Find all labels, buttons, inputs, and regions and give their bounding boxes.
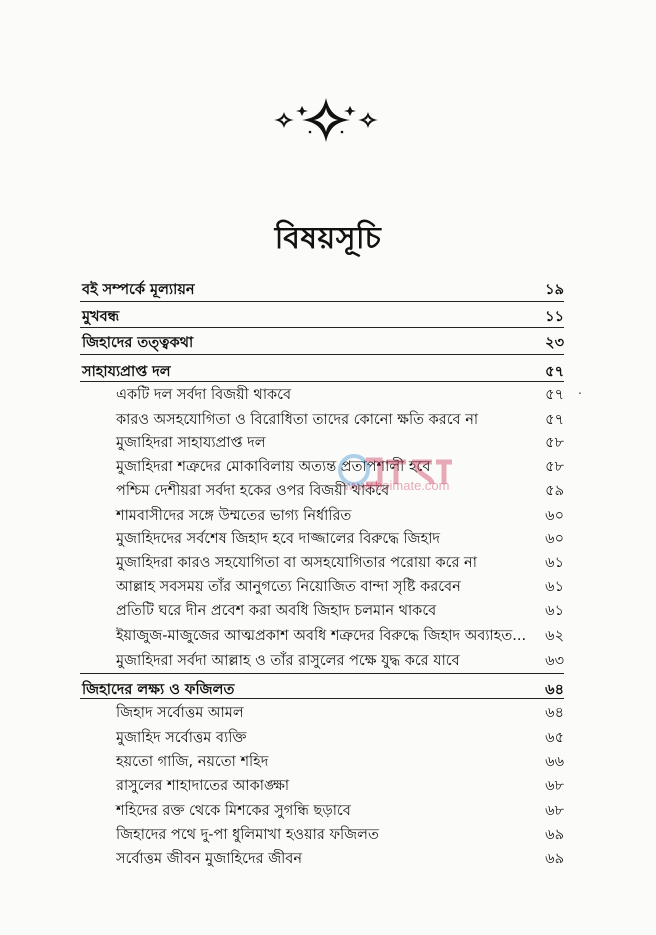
toc-page-number: ১৯ (545, 282, 564, 298)
toc-entry-label: একটি দল সর্বদা বিজয়ী থাকবে (116, 387, 292, 403)
toc-chapter-row (0, 331, 656, 355)
divider-rule (80, 698, 564, 699)
toc-entry-label: মুজাহিদরা সাহায্যপ্রাপ্ত দল (116, 435, 266, 451)
toc-entry-label: সাহায্যপ্রাপ্ত দল (82, 364, 171, 380)
toc-entry-label: মুজাহিদদের সর্বশেষ জিহাদ হবে দাজ্জালের বিরুদ্ধে জিহাদ (116, 531, 441, 547)
divider-rule (80, 673, 564, 674)
toc-section-row (0, 599, 656, 623)
toc-section-row (0, 383, 656, 407)
toc-page-number: ৬১ (545, 579, 564, 595)
toc-entry-label: মুজাহিদরা শত্রুদের মোকাবিলায় অত্যন্ত প্রতাপশালী হবে (116, 459, 431, 475)
toc-entry-label: মুজাহিদ সর্বোত্তম ব্যক্তি (116, 730, 247, 746)
toc-section-row (0, 479, 656, 503)
toc-entry-label: মুখবন্ধ (82, 309, 120, 325)
toc-section-row (0, 527, 656, 551)
toc-page-number: ৫৯ (545, 483, 564, 499)
toc-section-row (0, 504, 656, 528)
toc-page-number: ৬৯ (545, 827, 564, 843)
toc-page-number: ২৩ (545, 335, 564, 351)
toc-section-row (0, 774, 656, 798)
toc-entry-label: জিহাদের তত্ত্বকথা (82, 335, 194, 351)
toc-chapter-row (0, 305, 656, 329)
toc-section-row (0, 624, 656, 648)
toc-page-number: ৫৭ (545, 387, 564, 403)
toc-section-row (0, 431, 656, 455)
toc-entry-label: কারও অসহযোগিতা ও বিরোধিতা তাদের কোনো ক্ষতি করবে না (116, 412, 479, 428)
toc-page-number: ৬৫ (545, 730, 564, 746)
toc-page-number: ৬১ (545, 555, 564, 571)
toc-page-number: ৫৭ (545, 364, 564, 380)
toc-page-number: ৬৯ (545, 851, 564, 867)
toc-entry-label: জিহাদের পথে দু-পা ধুলিমাখা হওয়ার ফজিলত (116, 827, 379, 843)
toc-entry-label: আল্লাহ সবসময় তাঁর আনুগত্যে নিয়োজিত বান্দা সৃষ্টি করবেন (116, 579, 461, 595)
ornament-icon (266, 92, 386, 148)
divider-rule (80, 301, 564, 302)
toc-section-row (0, 649, 656, 673)
toc-page-number: ১১ (545, 309, 564, 325)
toc-page-number: ৬৮ (545, 778, 564, 794)
stray-mark: . (578, 383, 582, 397)
toc-page-number: ৬১ (545, 603, 564, 619)
toc-section-row (0, 750, 656, 774)
toc-entry-label: রাসুলের শাহাদাতের আকাঙ্ক্ষা (116, 778, 290, 794)
toc-entry-label: জিহাদের লক্ষ্য ও ফজিলত (82, 682, 235, 698)
toc-section-row (0, 408, 656, 432)
toc-section-row (0, 847, 656, 871)
toc-entry-label: ইয়াজুজ-মাজুজের আত্মপ্রকাশ অবধি শত্রুদের বিরুদ্ধে জিহাদ অব্যাহত... (116, 628, 527, 644)
toc-page-number: ৫৮ (545, 435, 564, 451)
toc-entry-label: হয়তো গাজি, নয়তো শহিদ (116, 754, 269, 770)
toc-page-number: ৬০ (545, 508, 564, 524)
toc-entry-label: পশ্চিম দেশীয়রা সর্বদা হকের ওপর বিজয়ী থাকবে (116, 483, 390, 499)
toc-entry-label: প্রতিটি ঘরে দীন প্রবেশ করা অবধি জিহাদ চলমান থাকবে (116, 603, 437, 619)
toc-page-number: ৬৬ (545, 754, 564, 770)
toc-page-number: ৬০ (545, 531, 564, 547)
toc-entry-label: মুজাহিদরা কারও সহযোগিতা বা অসহযোগিতার পরোয়া করে না (116, 555, 477, 571)
divider-rule (80, 327, 564, 328)
toc-section-row (0, 575, 656, 599)
divider-rule (80, 354, 564, 355)
toc-page-number: ৬৪ (545, 705, 564, 721)
toc-section-row (0, 551, 656, 575)
toc-section-row (0, 799, 656, 823)
toc-section-row (0, 726, 656, 750)
toc-entry-label: শামবাসীদের সঙ্গে উম্মতের ভাগ্য নির্ধারিত (116, 508, 352, 524)
watermark-url: www.boimate.com (344, 478, 450, 493)
toc-page-number: ৬৮ (545, 803, 564, 819)
toc-page-number: ৬২ (545, 628, 564, 644)
toc-entry-label: শহিদের রক্ত থেকে মিশকের সুগন্ধি ছড়াবে (116, 803, 351, 819)
toc-entry-label: জিহাদ সর্বোত্তম আমল (116, 705, 244, 721)
toc-chapter-row (0, 278, 656, 302)
page-title: বিষয়সূচি (274, 221, 382, 256)
toc-page-number: ৬৪ (545, 682, 564, 698)
toc-entry-label: মুজাহিদরা সর্বদা আল্লাহ ও তাঁর রাসুলের পক্ষে যুদ্ধ করে যাবে (116, 653, 460, 669)
toc-section-row (0, 455, 656, 479)
toc-section-row (0, 701, 656, 725)
toc-section-row (0, 823, 656, 847)
toc-entry-label: সর্বোত্তম জীবন মুজাহিদের জীবন (116, 851, 303, 867)
toc-entry-label: বই সম্পর্কে মূল্যায়ন (82, 282, 195, 298)
divider-rule (80, 381, 564, 382)
toc-page-number: ৫৭ (545, 412, 564, 428)
toc-page-number: ৫৮ (545, 459, 564, 475)
toc-page-number: ৬৩ (545, 653, 564, 669)
